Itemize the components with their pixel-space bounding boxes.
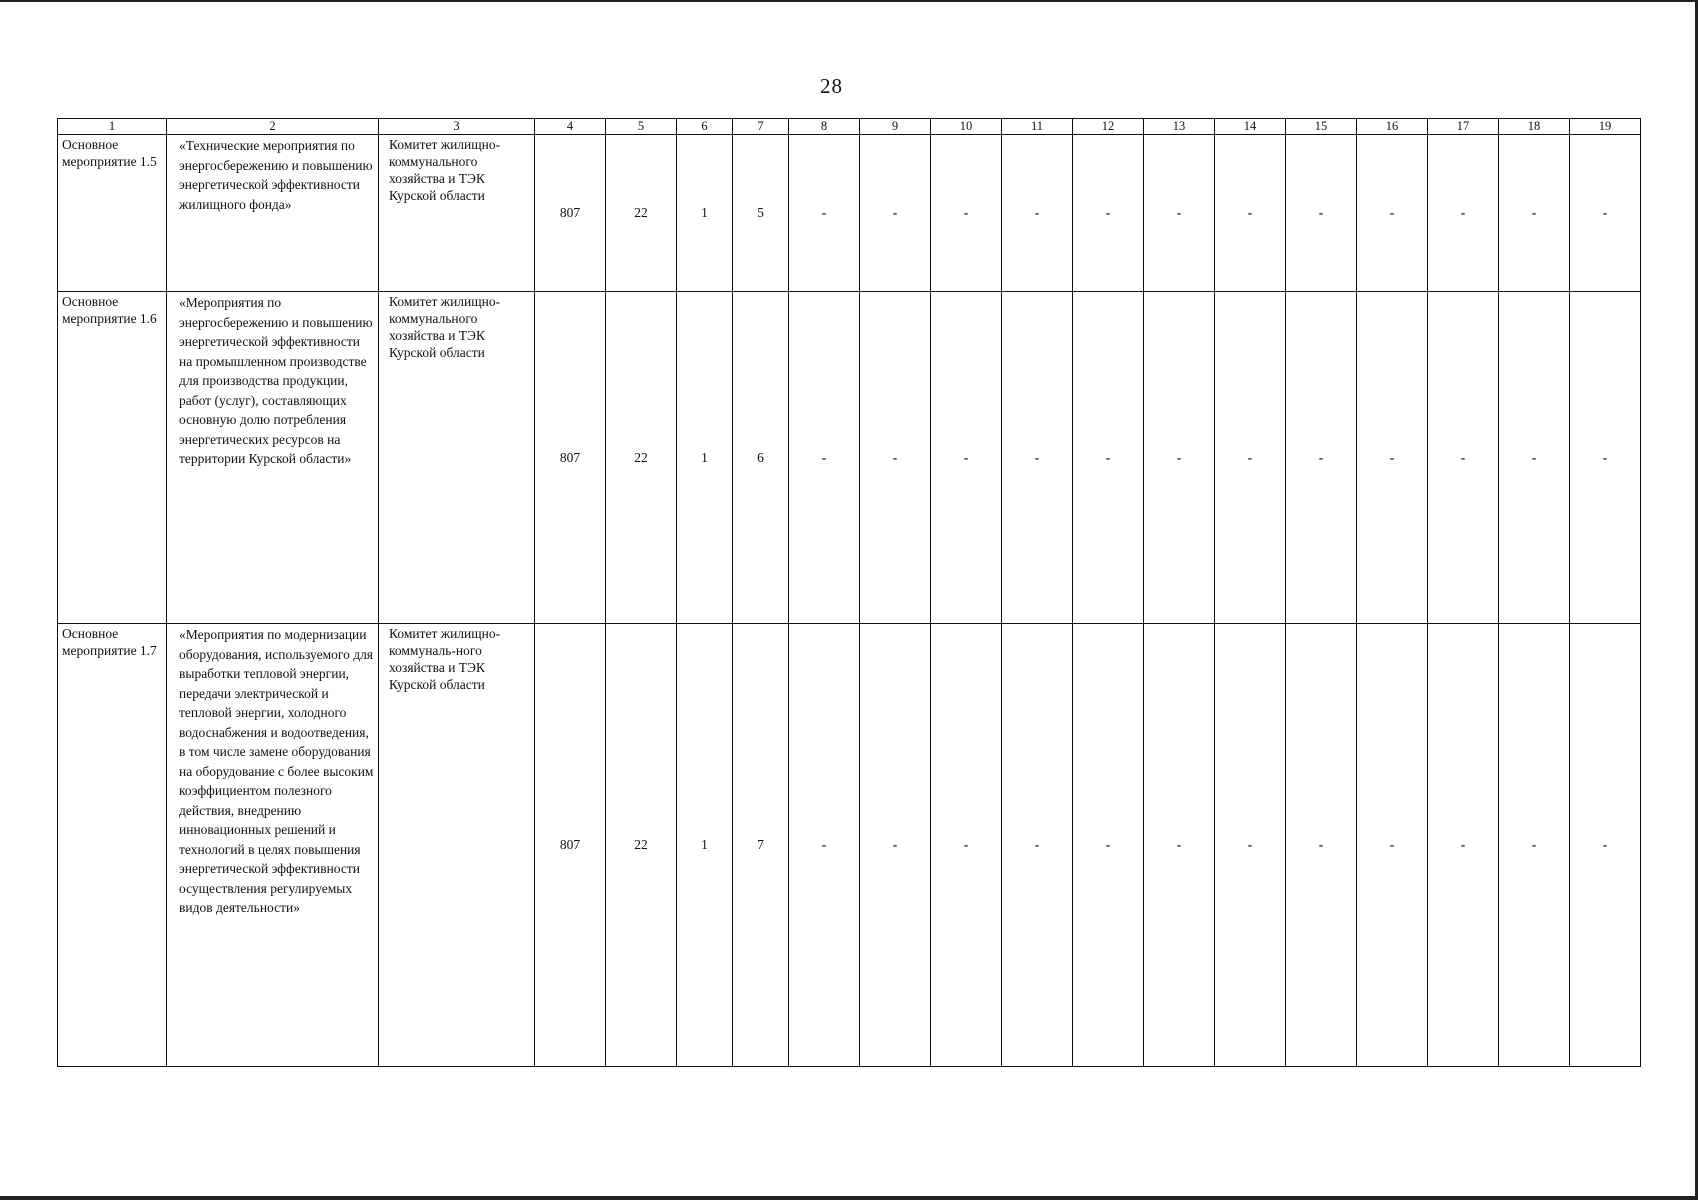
measure-label: Основное мероприятие 1.6 — [58, 292, 167, 624]
empty-value: - — [860, 292, 931, 624]
empty-value: - — [789, 135, 860, 292]
measures-table — [57, 118, 1641, 1067]
column-number: 10 — [931, 119, 1002, 135]
column-number: 17 — [1428, 119, 1499, 135]
code-value: 807 — [535, 135, 606, 292]
table-row — [58, 292, 1641, 624]
column-number: 11 — [1002, 119, 1073, 135]
empty-value: - — [1357, 292, 1428, 624]
empty-value: - — [1144, 624, 1215, 1067]
code-value: 22 — [606, 135, 677, 292]
column-number: 3 — [379, 119, 535, 135]
empty-value: - — [931, 135, 1002, 292]
column-number: 5 — [606, 119, 677, 135]
measure-name: «Технические мероприятия по энергосбережению и повышению энергетической эффективности жилищного фонда» — [167, 135, 379, 292]
column-number: 12 — [1073, 119, 1144, 135]
column-number: 6 — [677, 119, 733, 135]
empty-value: - — [1499, 624, 1570, 1067]
table-row — [58, 135, 1641, 292]
scan-edge-bottom — [0, 1196, 1698, 1200]
empty-value: - — [1286, 624, 1357, 1067]
table-row — [58, 624, 1641, 1067]
empty-value: - — [1286, 292, 1357, 624]
empty-value: - — [1286, 135, 1357, 292]
code-value: 7 — [733, 624, 789, 1067]
empty-value: - — [1499, 135, 1570, 292]
empty-value: - — [1144, 135, 1215, 292]
measure-label: Основное мероприятие 1.5 — [58, 135, 167, 292]
code-value: 22 — [606, 624, 677, 1067]
empty-value: - — [1570, 135, 1641, 292]
column-number: 8 — [789, 119, 860, 135]
column-number-row — [58, 119, 1641, 135]
empty-value: - — [1428, 292, 1499, 624]
column-number: 1 — [58, 119, 167, 135]
empty-value: - — [1428, 135, 1499, 292]
code-value: 807 — [535, 292, 606, 624]
code-value: 5 — [733, 135, 789, 292]
code-value: 1 — [677, 292, 733, 624]
empty-value: - — [1073, 292, 1144, 624]
code-value: 1 — [677, 624, 733, 1067]
empty-value: - — [1570, 624, 1641, 1067]
column-number: 14 — [1215, 119, 1286, 135]
column-number: 4 — [535, 119, 606, 135]
empty-value: - — [1073, 135, 1144, 292]
measure-label: Основное мероприятие 1.7 — [58, 624, 167, 1067]
empty-value: - — [1499, 292, 1570, 624]
empty-value: - — [860, 624, 931, 1067]
code-value: 807 — [535, 624, 606, 1067]
measure-executor: Комитет жилищно-коммуналь-ного хозяйства и ТЭК Курской области — [379, 624, 535, 1067]
column-number: 18 — [1499, 119, 1570, 135]
empty-value: - — [789, 292, 860, 624]
page-number: 28 — [820, 74, 843, 98]
code-value: 22 — [606, 292, 677, 624]
column-number: 15 — [1286, 119, 1357, 135]
code-value: 6 — [733, 292, 789, 624]
empty-value: - — [1215, 135, 1286, 292]
column-number: 13 — [1144, 119, 1215, 135]
empty-value: - — [1428, 624, 1499, 1067]
empty-value: - — [1357, 135, 1428, 292]
empty-value: - — [931, 292, 1002, 624]
empty-value: - — [1215, 292, 1286, 624]
measure-name: «Мероприятия по энергосбережению и повышению энергетической эффективности на промышленном производстве для производства продукции, работ (услуг), составляющих основную долю потребления энергетических ресурсов на территории Курской области» — [167, 292, 379, 624]
empty-value: - — [1002, 292, 1073, 624]
empty-value: - — [1570, 292, 1641, 624]
empty-value: - — [931, 624, 1002, 1067]
column-number: 19 — [1570, 119, 1641, 135]
empty-value: - — [1073, 624, 1144, 1067]
code-value: 1 — [677, 135, 733, 292]
empty-value: - — [1002, 135, 1073, 292]
empty-value: - — [1357, 624, 1428, 1067]
empty-value: - — [1002, 624, 1073, 1067]
column-number: 9 — [860, 119, 931, 135]
column-number: 2 — [167, 119, 379, 135]
empty-value: - — [860, 135, 931, 292]
empty-value: - — [1144, 292, 1215, 624]
empty-value: - — [1215, 624, 1286, 1067]
scan-edge-top — [0, 0, 1698, 2]
measure-executor: Комитет жилищно-коммунального хозяйства и ТЭК Курской области — [379, 135, 535, 292]
measure-executor: Комитет жилищно-коммунального хозяйства и ТЭК Курской области — [379, 292, 535, 624]
empty-value: - — [789, 624, 860, 1067]
column-number: 7 — [733, 119, 789, 135]
measure-name: «Мероприятия по модернизации оборудования, используемого для выработки тепловой энергии, передачи электрической и тепловой энергии, холодного водоснабжения и водоотведения, в том числе замене оборудования на оборудование с более высоким коэффициентом полезного действия, внедрению инновационных решений и технологий в целях повышения энергетической эффективности осуществления регулируемых видов деятельности» — [167, 624, 379, 1067]
column-number: 16 — [1357, 119, 1428, 135]
